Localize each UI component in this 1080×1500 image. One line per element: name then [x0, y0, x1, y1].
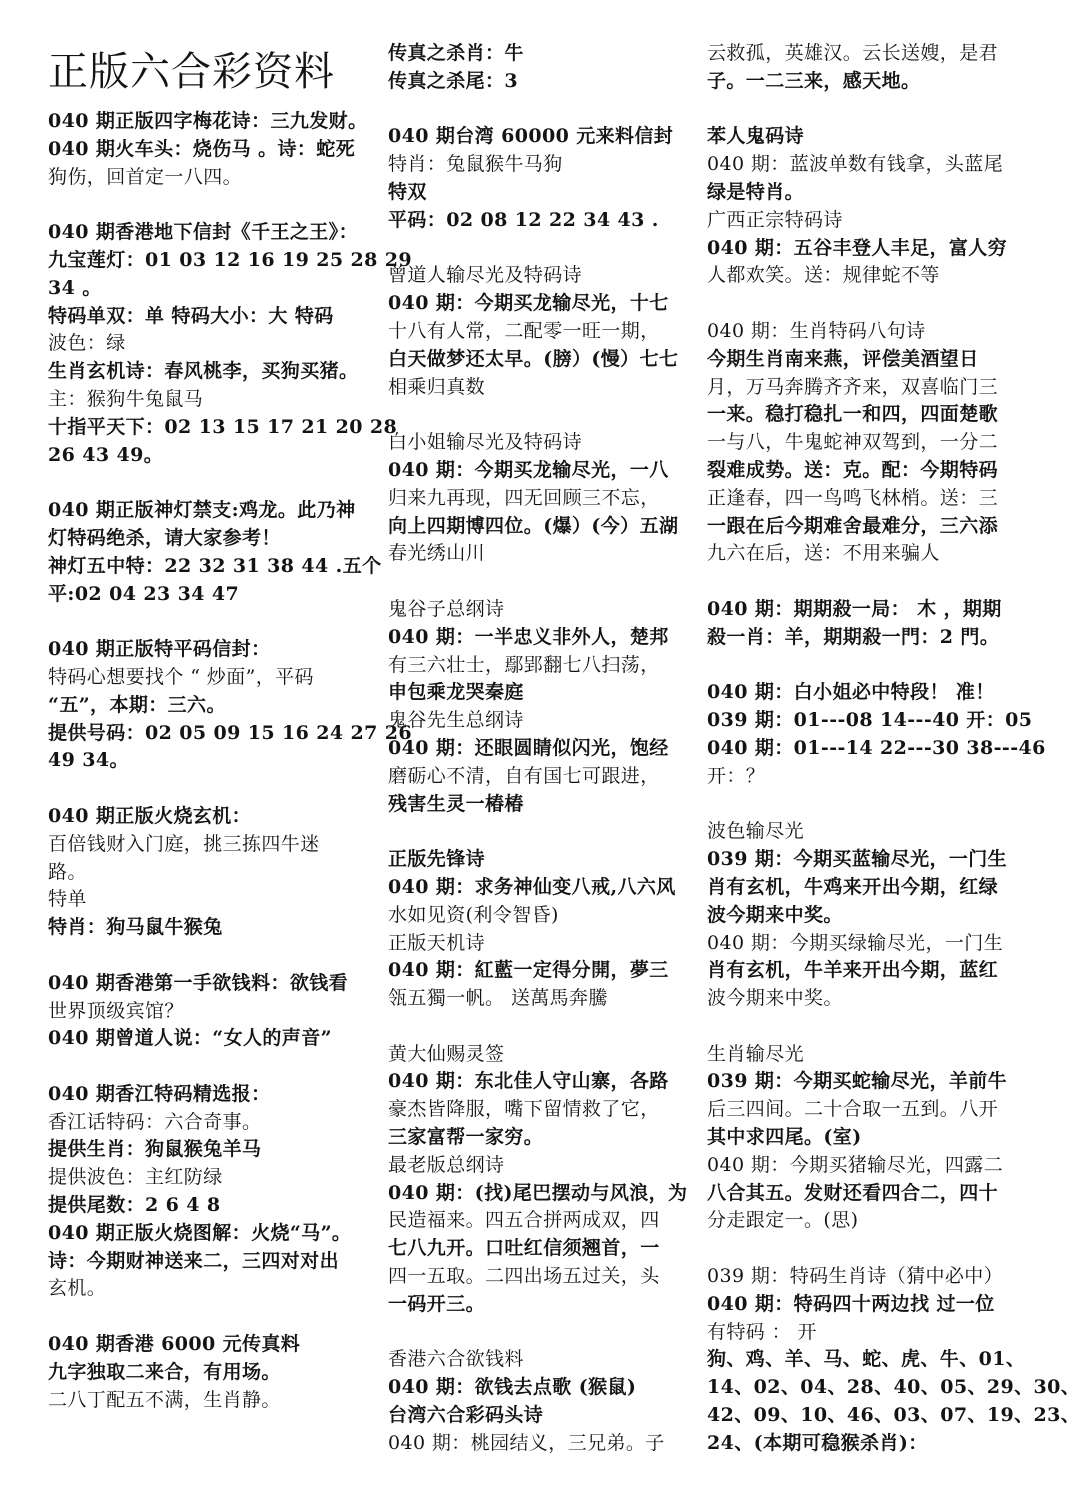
text-line: 040 期：白小姐必中特段！ 准！	[707, 681, 995, 704]
text-line: 040 期：还眼圆睛似闪光，饱经	[388, 736, 669, 759]
text-line: 特肖：兔鼠猴牛马狗	[388, 153, 563, 176]
text-line: 百倍钱财入门庭，挑三拣四牛迷	[48, 832, 320, 855]
text-line: 香江话特码：六合奇事。	[48, 1110, 262, 1133]
text-line: 提供号码：02 05 09 15 16 24 27 26	[48, 721, 413, 744]
text-line: 039 期：01---08 14---40 开：05	[707, 709, 1033, 732]
text-line: 水如见资(利令智昏)	[388, 903, 559, 926]
text-line: 040 期：今期买猪输尽光，四露二	[707, 1153, 1004, 1176]
text-line: 诗：今期财神送来二，三四对对出	[48, 1249, 340, 1272]
text-line: 040 期：特码四十两边找 过一位	[707, 1292, 995, 1315]
text-line: 黄大仙赐灵签	[388, 1042, 505, 1065]
text-line: 040 期：今期买绿输尽光，一门生	[707, 931, 1004, 954]
text-line: 040 期：桃园结义，三兄弟。子	[388, 1431, 665, 1454]
text-line: 提供生肖：狗鼠猴兔羊马	[48, 1138, 262, 1161]
text-line: 四一五取。二四出场五过关，头	[388, 1265, 660, 1288]
text-line: 鬼谷子总纲诗	[388, 597, 505, 620]
text-line: 特单	[48, 888, 87, 911]
column-middle	[388, 40, 694, 1458]
text-line: 生肖输尽光	[707, 1042, 805, 1065]
spacer	[48, 608, 374, 636]
text-line: 040 期正版特平码信封：	[48, 638, 271, 661]
text-line: 波今期来中奖。	[707, 903, 843, 926]
spacer	[707, 290, 1029, 318]
spacer	[48, 942, 374, 970]
text-line: 有三六壮士，鄢郢翻七八扫荡，	[388, 653, 660, 676]
spacer	[707, 1013, 1029, 1041]
text-line: 春光绣山川	[388, 542, 486, 565]
text-line: 42、09、10、46、03、07、19、23、	[707, 1404, 1080, 1427]
text-line: 二八丁配五不满，生肖静。	[48, 1388, 281, 1411]
text-line: 040 期正版火烧图解：火烧“马”。	[48, 1221, 352, 1244]
text-line: 正版天机诗	[388, 931, 486, 954]
spacer	[388, 235, 694, 263]
text-line: 波色：绿	[48, 332, 126, 355]
text-line: 特双	[388, 180, 427, 203]
text-line: 十指平天下：02 13 15 17 21 20 28	[48, 415, 398, 438]
text-line: 040 期：求务神仙变八戒,八六风	[388, 875, 676, 898]
text-line: 香港六合欲钱料	[388, 1348, 524, 1371]
text-line: 040 期：期期殺一局： 木 ，期期	[707, 597, 1002, 620]
text-line: 正版先锋诗	[388, 848, 486, 871]
text-line: 一与八，牛鬼蛇神双驾到，一分二	[707, 431, 999, 454]
text-line: 广西正宗特码诗	[707, 208, 843, 231]
text-line: 040 期：东北佳人守山寨，各路	[388, 1070, 669, 1093]
text-line: 040 期：今期买龙输尽光，一八	[388, 458, 669, 481]
text-line: 040 期香江特码精选报：	[48, 1082, 271, 1105]
text-line: 申包乘龙哭秦庭	[388, 681, 524, 704]
text-line: 有特码 ： 开	[707, 1320, 817, 1343]
spacer	[48, 775, 374, 803]
text-line: 040 期正版四字梅花诗：三九发财。	[48, 110, 368, 132]
column-right	[707, 40, 1080, 1458]
spacer	[707, 652, 1029, 680]
spacer	[388, 818, 694, 846]
text-line: 49 34。	[48, 749, 129, 772]
text-line: 鬼谷先生总纲诗	[388, 709, 524, 732]
text-line: 040 期香港地下信封《千王之王》：	[48, 221, 358, 244]
text-line: 平码：02 08 12 22 34 43 .	[388, 208, 659, 231]
text-line: 平:02 04 23 34 47	[48, 582, 240, 605]
text-line: 波色输尽光	[707, 820, 805, 843]
spacer	[48, 1053, 374, 1081]
text-line: 040 期：今期买龙输尽光，十七	[388, 292, 669, 315]
text-line: 生肖玄机诗：春风桃李，买狗买猪。	[48, 360, 359, 383]
text-line: 提供尾数：2 6 4 8	[48, 1194, 221, 1217]
text-line: 世界顶级宾馆？	[48, 999, 184, 1022]
spacer	[707, 568, 1029, 596]
spacer	[48, 469, 374, 497]
text-line: 归来九再现，四无回顾三不忘，	[388, 486, 660, 509]
text-line: 白小姐输尽光及特码诗	[388, 431, 583, 454]
text-line: 后三四间。二十合取一五到。八开	[707, 1098, 999, 1121]
text-line: 台湾六合彩码头诗	[388, 1404, 544, 1427]
text-line: 磨砺心不清，自有国七可跟进，	[388, 764, 660, 787]
text-line: 七八九开。口吐红信须翘首，一	[388, 1237, 660, 1260]
text-line: 039 期：今期买蛇输尽光，羊前牛	[707, 1070, 1008, 1093]
text-line: 040 期：五谷丰登人丰足，富人穷	[707, 236, 1008, 259]
text-line: 三家富帮一家穷。	[388, 1126, 544, 1149]
text-line: 波今期来中奖。	[707, 987, 843, 1010]
text-line: 主：猴狗牛兔鼠马	[48, 387, 204, 410]
text-line: 040 期火车头：烧伤马 。诗：蛇死	[48, 137, 356, 160]
text-line: 传真之杀尾：3	[388, 69, 519, 92]
text-line: 039 期：特码生肖诗（猜中必中）	[707, 1265, 1004, 1288]
text-line: 040 期香港第一手欲钱料：欲钱看	[48, 971, 349, 994]
text-line: 裂难成势。送：克。配：今期特码	[707, 458, 999, 481]
text-line: 040 期曾道人说：“女人的声音”	[48, 1027, 332, 1050]
text-line: 灯特码绝杀，请大家参考！	[48, 526, 281, 549]
text-line: 040 期：欲钱去点歌 (猴鼠)	[388, 1376, 637, 1399]
text-line: 月，万马奔腾齐齐来，双喜临门三	[707, 375, 999, 398]
text-line: 040 期台湾 60000 元来料信封	[388, 125, 674, 148]
text-line: 24、(本期可稳猴杀肖)：	[707, 1431, 928, 1454]
text-line: 040 期：紅藍一定得分開，夢三	[388, 959, 669, 982]
text-line: 子。一二三来，感天地。	[707, 69, 921, 92]
spacer	[48, 1303, 374, 1331]
text-line: 十八有人常，二配零一旺一期，	[388, 319, 660, 342]
text-line: 八合其五。发财还看四合二，四十	[707, 1181, 999, 1204]
text-line: 瓴五獨一帆。 送萬馬奔騰	[388, 987, 608, 1010]
text-line: 分走跟定一。(思)	[707, 1209, 859, 1232]
spacer	[388, 96, 694, 124]
spacer	[707, 791, 1029, 819]
text-line: 039 期：今期买蓝输尽光，一门生	[707, 848, 1008, 871]
spacer	[388, 1013, 694, 1041]
text-line: 040 期：01---14 22---30 38---46	[707, 736, 1046, 759]
text-line: 白天做梦还太早。(膀）(慢）七七	[388, 347, 679, 370]
text-line: 残害生灵一椿椿	[388, 792, 524, 815]
text-line: 神灯五中特：22 32 31 38 44 .五个	[48, 554, 382, 577]
text-line: 豪杰皆降服，嘴下留情救了它，	[388, 1098, 660, 1121]
text-line: 人都欢笑。送：规律蛇不等	[707, 264, 940, 287]
text-line: 040 期正版火烧玄机：	[48, 804, 252, 827]
text-line: 苯人鬼码诗	[707, 125, 805, 148]
text-line: 殺一肖：羊，期期殺一門：2 門。	[707, 625, 1000, 648]
text-line: 九宝莲灯：01 03 12 16 19 25 28 29	[48, 248, 413, 271]
text-line: 其中求四尾。(室)	[707, 1126, 862, 1149]
text-line: 040 期：(找)尾巴摆动与风浪，为	[388, 1181, 688, 1204]
text-line: 14、02、04、28、40、05、29、30、	[707, 1376, 1080, 1399]
text-line: 040 期正版神灯禁支:鸡龙。此乃神	[48, 499, 356, 522]
text-line: 26 43 49。	[48, 443, 164, 466]
text-line: 一来。稳打稳扎一和四，四面楚歌	[707, 403, 999, 426]
text-line: 狗伤，回首定一八四。	[48, 165, 243, 188]
text-line: 34 。	[48, 276, 102, 299]
text-line: 九六在后，送：不用来骗人	[707, 542, 940, 565]
text-line: 传真之杀肖：牛	[388, 42, 524, 64]
spacer	[707, 1235, 1029, 1263]
text-line: 肖有玄机，牛羊来开出今期，蓝红	[707, 959, 999, 982]
text-line: 今期生肖南来燕，评偿美酒望日	[707, 347, 979, 370]
text-line: 肖有玄机，牛鸡来开出今期，红绿	[707, 875, 999, 898]
text-line: 路。	[48, 860, 87, 883]
text-line: 特码心想要找个 “ 炒面”，平码	[48, 665, 314, 688]
text-line: 040 期香港 6000 元传真料	[48, 1333, 301, 1356]
text-line: 一码开三。	[388, 1292, 486, 1315]
spacer	[388, 401, 694, 429]
text-line: 绿是特肖。	[707, 180, 805, 203]
spacer	[48, 191, 374, 219]
text-line: 一跟在后今期难舍最难分，三六添	[707, 514, 999, 537]
text-line: 特码单双：单 特码大小：大 特码	[48, 304, 334, 327]
text-line: 正逢春，四一鸟鸣飞林梢。送：三	[707, 486, 999, 509]
text-line: 九字独取二来合，有用场。	[48, 1360, 281, 1383]
text-line: 相乘归真数	[388, 375, 486, 398]
text-line: 040 期：蓝波单数有钱拿，头蓝尾	[707, 153, 1004, 176]
spacer	[388, 1319, 694, 1347]
text-line: 开：？	[707, 764, 766, 787]
text-line: 向上四期博四位。(爆）(今）五湖	[388, 514, 679, 537]
text-line: 040 期：生肖特码八句诗	[707, 319, 926, 342]
text-line: 最老版总纲诗	[388, 1153, 505, 1176]
spacer	[388, 568, 694, 596]
text-line: 云救孤，英雄汉。云长送嫂，是君	[707, 42, 999, 64]
text-line: 狗、鸡、羊、马、蛇、虎、牛、01、	[707, 1348, 1026, 1371]
text-line: 玄机。	[48, 1277, 107, 1300]
page-title: 正版六合彩资料	[48, 49, 335, 95]
spacer	[707, 96, 1029, 124]
text-line: 040 期：一半忠义非外人，楚邦	[388, 625, 669, 648]
text-line: 特肖：狗马鼠牛猴兔	[48, 916, 223, 939]
text-line: 曾道人输尽光及特码诗	[388, 264, 583, 287]
text-line: 民造福来。四五合拼两成双，四	[388, 1209, 660, 1232]
text-line: “五”，本期：三六。	[48, 693, 226, 716]
text-line: 提供波色：主红防绿	[48, 1166, 223, 1189]
